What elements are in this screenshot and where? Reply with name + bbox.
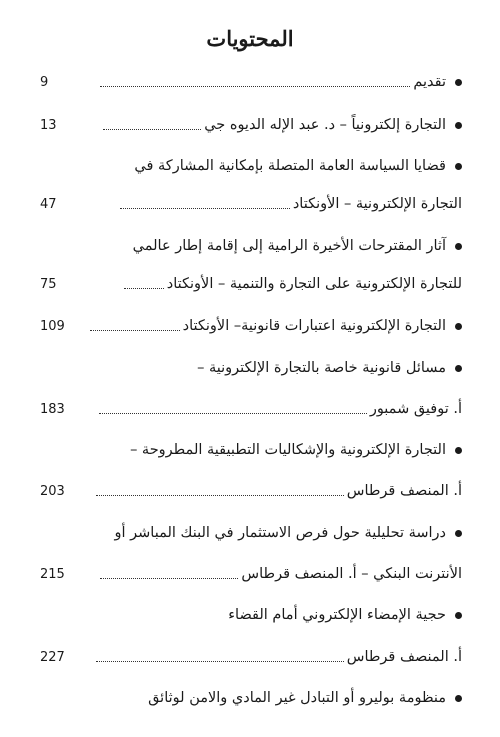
dot-leader — [100, 86, 410, 87]
bullet-icon — [455, 163, 462, 170]
toc-entry-text: تقديم — [413, 74, 446, 90]
toc-page-number: 75 — [40, 276, 57, 292]
bullet-icon — [455, 122, 462, 129]
toc-page-number: 227 — [40, 649, 65, 665]
dot-leader — [124, 288, 164, 289]
toc-entry — [40, 519, 462, 547]
toc-page-number: 13 — [40, 117, 57, 133]
toc-entry — [40, 477, 462, 505]
toc-entry — [40, 684, 462, 712]
toc-entry — [40, 354, 462, 382]
toc-entry — [40, 270, 462, 298]
bullet-icon — [455, 365, 462, 372]
toc-entry-text: قضايا السياسة العامة المتصلة بإمكانية المشاركة في — [134, 158, 446, 174]
dot-leader — [120, 208, 290, 209]
toc-entry-text: منظومة بوليرو أو التبادل غير المادي والامن لوثائق — [148, 690, 446, 706]
toc-entry-text: دراسة تحليلية حول فرص الاستثمار في البنك المباشر أو — [114, 525, 446, 541]
bullet-icon — [455, 612, 462, 619]
page-title: المحتويات — [206, 26, 294, 51]
toc-entry — [40, 560, 462, 588]
bullet-icon — [455, 695, 462, 702]
toc-entry — [40, 232, 462, 260]
toc-page-number: 183 — [40, 401, 65, 417]
toc-entry-text: حجية الإمضاء الإلكتروني أمام القضاء — [228, 607, 446, 623]
bullet-icon — [455, 530, 462, 537]
bullet-icon — [455, 323, 462, 330]
toc-entry — [40, 312, 462, 340]
toc-entry — [40, 152, 462, 180]
toc-entry-text: التجارة الإلكترونية اعتبارات قانونية– الأونكتاد — [182, 318, 446, 334]
dot-leader — [96, 661, 344, 662]
toc-page-number: 47 — [40, 196, 57, 212]
toc-entry — [40, 395, 462, 423]
bullet-icon — [455, 243, 462, 250]
toc-entry-text: للتجارة الإلكترونية على التجارة والتنمية – الأونكتاد — [166, 276, 462, 292]
toc-entry — [40, 436, 462, 464]
toc-entry-text: التجارة إلكترونياً – د. عبد الإله الديوه جي — [204, 117, 446, 133]
toc-entry-text: آثار المقترحات الأخيرة الرامية إلى إقامة إطار عالمي — [132, 238, 446, 254]
dot-leader — [96, 495, 344, 496]
bullet-icon — [455, 79, 462, 86]
toc-page-number: 215 — [40, 566, 65, 582]
toc-entry — [40, 643, 462, 671]
toc-entry-text: أ. المنصف قرطاس — [346, 483, 462, 499]
toc-entry — [40, 601, 462, 629]
dot-leader — [100, 578, 238, 579]
toc-entry-text: أ. توفيق شمبور — [369, 401, 462, 417]
dot-leader — [103, 129, 201, 130]
dot-leader — [99, 413, 367, 414]
toc-entry-text: التجارة الإلكترونية – الأونكتاد — [292, 196, 462, 212]
toc-page-number: 203 — [40, 483, 65, 499]
toc-page-number: 9 — [40, 74, 49, 90]
toc-entry — [40, 68, 462, 96]
toc-entry-text: أ. المنصف قرطاس — [346, 649, 462, 665]
toc-page-number: 109 — [40, 318, 65, 334]
toc-entry — [40, 111, 462, 139]
toc-entry-text: الأنترنت البنكي – أ. المنصف قرطاس — [241, 566, 462, 582]
dot-leader — [90, 330, 180, 331]
bullet-icon — [455, 447, 462, 454]
toc-entry-text: التجارة الإلكترونية والإشكاليات التطبيقية المطروحة – — [130, 442, 446, 458]
toc-entry — [40, 190, 462, 218]
toc-entry-text: مسائل قانونية خاصة بالتجارة الإلكترونية – — [197, 360, 446, 376]
